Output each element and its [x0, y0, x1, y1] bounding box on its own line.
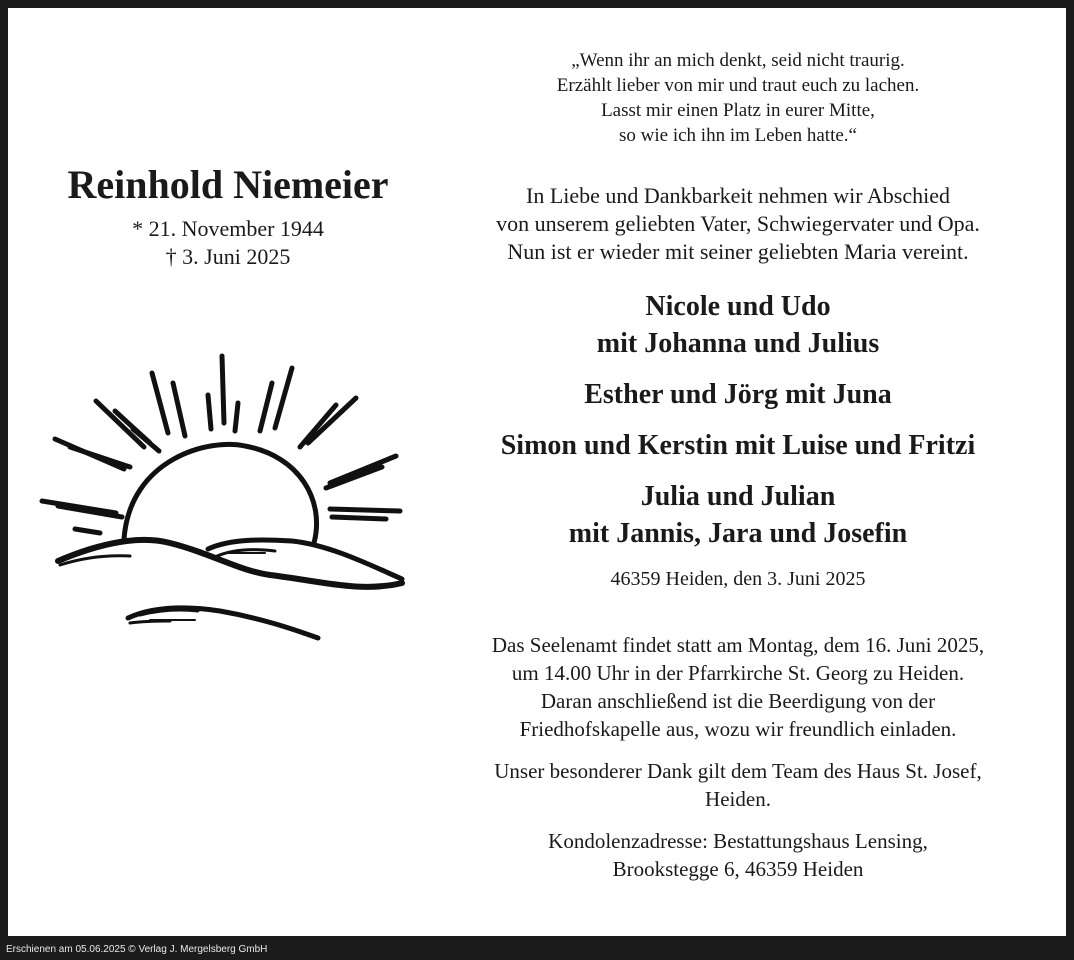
family-line: Julia und Julian — [640, 481, 836, 512]
family-line: Nicole und Udo — [645, 291, 831, 322]
thanks-line: Unser besonderer Dank gilt dem Team des Haus St. Josef, — [494, 759, 982, 783]
place-date: 46359 Heiden, den 3. Juni 2025 — [610, 568, 866, 590]
condolence-line: Brookstegge 6, 46359 Heiden — [612, 857, 864, 881]
quote-line: Erzählt lieber von mir und traut euch zu lachen. — [556, 75, 920, 96]
mourners-list — [438, 288, 1038, 552]
service-line: Daran anschließend ist die Beerdigung von der — [540, 689, 936, 713]
farewell-line: Nun ist er wieder mit seiner geliebten Maria vereint. — [507, 239, 969, 264]
birth-date: * 21. November 1944 — [132, 216, 324, 241]
service-line: Das Seelenamt findet statt am Montag, dem 16. Juni 2025, — [491, 633, 985, 657]
family-line: mit Johanna und Julius — [596, 328, 880, 359]
death-date: † 3. Juni 2025 — [165, 244, 291, 269]
quote-line: so wie ich ihn im Leben hatte.“ — [619, 125, 857, 146]
notice-text — [438, 48, 1038, 883]
farewell-line: In Liebe und Dankbarkeit nehmen wir Abschied — [526, 183, 950, 208]
condolence-address — [438, 827, 1038, 883]
farewell-text — [438, 182, 1038, 266]
quote-line: „Wenn ihr an mich denkt, seid nicht traurig. — [571, 50, 905, 71]
family-group — [438, 478, 1038, 552]
deceased-block — [8, 163, 448, 271]
thanks-note — [438, 757, 1038, 813]
thanks-line: Heiden. — [705, 787, 771, 811]
publication-footer: Erschienen am 05.06.2025 © Verlag J. Mergelsberg GmbH — [6, 944, 268, 955]
life-dates — [8, 215, 448, 271]
deceased-name: Reinhold Niemeier — [67, 162, 389, 207]
family-group — [438, 376, 1038, 413]
sunset-over-hills-icon — [30, 343, 410, 648]
family-line: mit Jannis, Jara und Josefin — [568, 518, 908, 549]
family-line: Esther und Jörg mit Juna — [584, 379, 892, 410]
family-group — [438, 288, 1038, 362]
family-line: Simon und Kerstin mit Luise und Fritzi — [500, 430, 976, 461]
quote-line: Lasst mir einen Platz in eurer Mitte, — [601, 100, 875, 121]
service-line: um 14.00 Uhr in der Pfarrkirche St. Georg zu Heiden. — [511, 661, 965, 685]
quote — [438, 48, 1038, 148]
farewell-line: von unserem geliebten Vater, Schwiegervater und Opa. — [496, 211, 980, 236]
obituary-card — [8, 8, 1066, 936]
service-info — [438, 631, 1038, 743]
service-line: Friedhofskapelle aus, wozu wir freundlich einladen. — [519, 717, 957, 741]
condolence-line: Kondolenzadresse: Bestattungshaus Lensing, — [548, 829, 928, 853]
family-group — [438, 427, 1038, 464]
